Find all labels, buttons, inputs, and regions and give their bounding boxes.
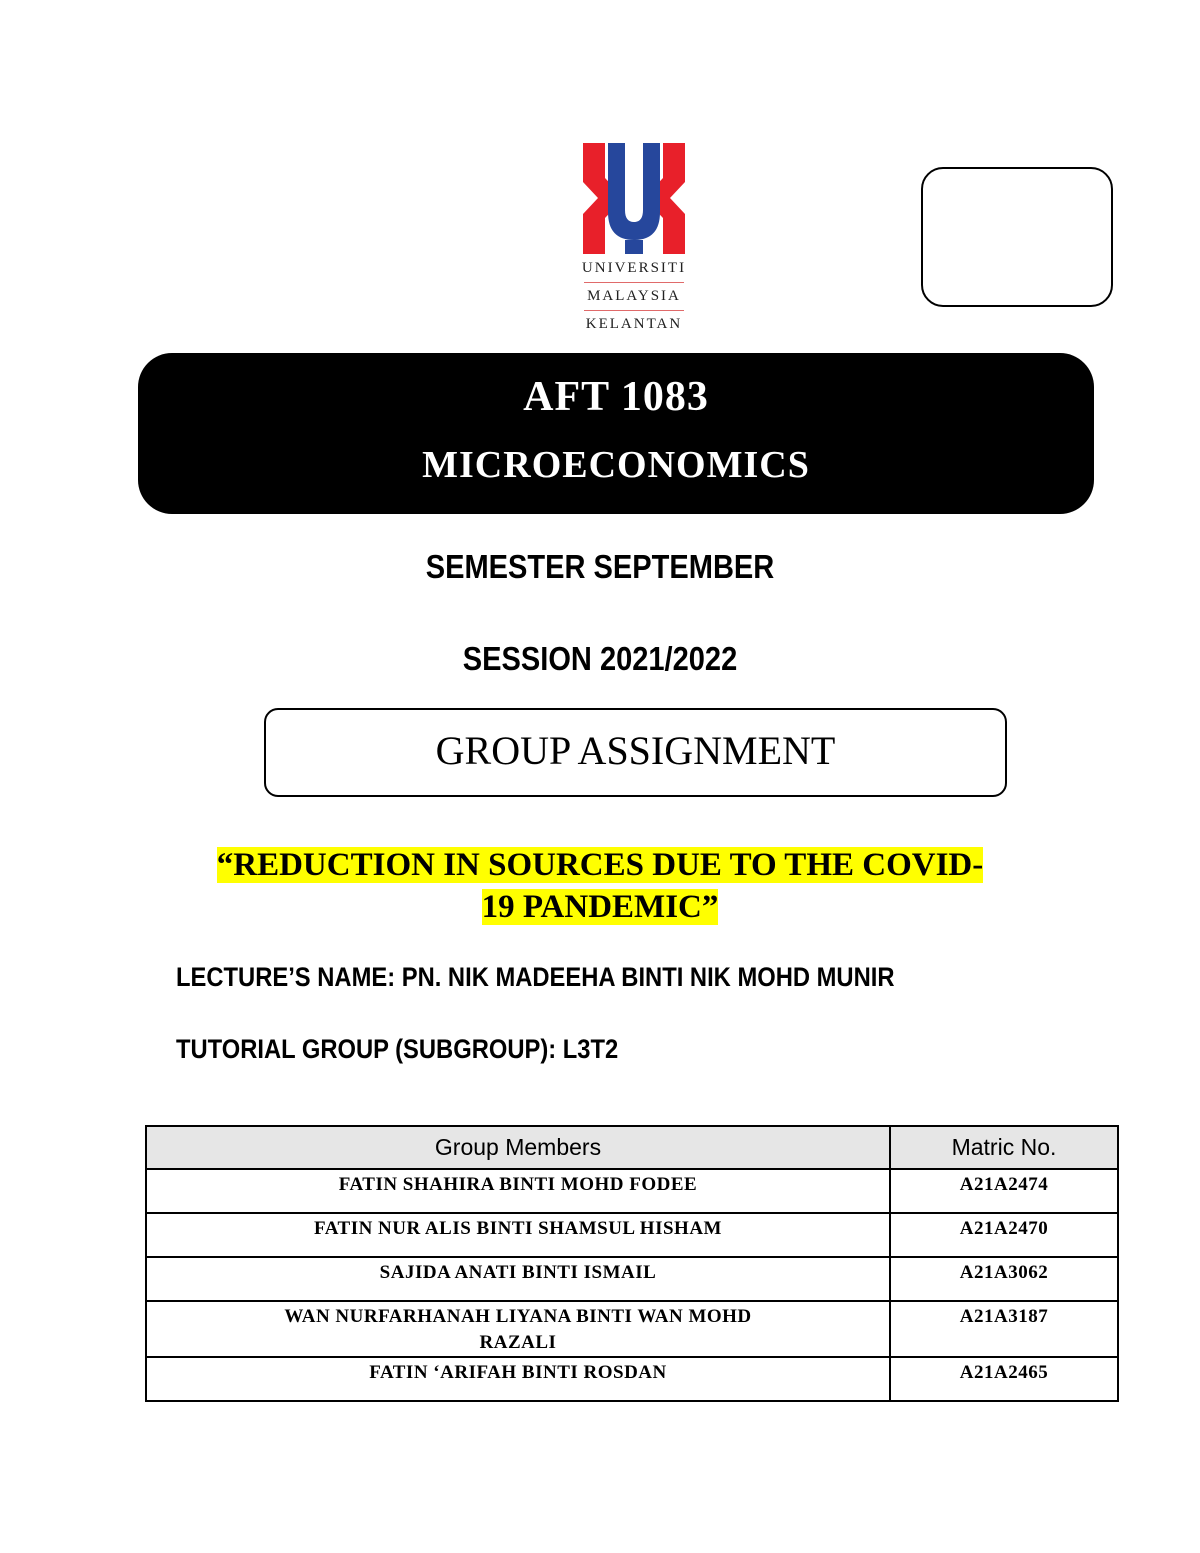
member-name: FATIN NUR ALIS BINTI SHAMSUL HISHAM [146,1213,890,1257]
member-matric: A21A3062 [890,1257,1118,1301]
assignment-topic [150,844,1050,928]
universiti-malaysia-kelantan-logo-icon [578,140,690,258]
university-logo [578,140,690,335]
semester-label: SEMESTER SEPTEMBER [425,548,775,585]
member-matric: A21A3187 [890,1301,1118,1357]
member-name: SAJIDA ANATI BINTI ISMAIL [146,1257,890,1301]
logo-divider [584,282,684,283]
member-name: FATIN ‘ARIFAH BINTI ROSDAN [146,1357,890,1401]
member-name: FATIN SHAHIRA BINTI MOHD FODEE [146,1169,890,1213]
member-matric: A21A2465 [890,1357,1118,1401]
assignment-type-box: GROUP ASSIGNMENT [264,708,1007,797]
table-row [146,1169,1118,1213]
topic-line-2: 19 PANDEMIC” [481,889,719,925]
member-matric: A21A2474 [890,1169,1118,1213]
tutorial-group: TUTORIAL GROUP (SUBGROUP): L3T2 [176,1034,619,1064]
logo-text-malaysia: MALAYSIA [587,288,681,304]
table-row [146,1301,1118,1357]
header-group-members: Group Members [146,1126,890,1169]
table-row [146,1357,1118,1401]
logo-text-universiti: UNIVERSITI [581,260,687,276]
header-matric-no: Matric No. [890,1126,1118,1169]
table-row [146,1213,1118,1257]
table-row [146,1257,1118,1301]
course-code: AFT 1083 [523,374,709,420]
table-header-row [146,1126,1118,1169]
course-name: MICROECONOMICS [422,444,810,486]
blank-corner-box [921,167,1113,307]
member-matric: A21A2470 [890,1213,1118,1257]
logo-divider [584,310,684,311]
session-label: SESSION 2021/2022 [462,640,738,677]
group-members-table [145,1125,1119,1402]
course-title-banner [138,353,1094,514]
member-name: WAN NURFARHANAH LIYANA BINTI WAN MOHD RAZALI [146,1301,890,1357]
lecturer-name: LECTURE’S NAME: PN. NIK MADEEHA BINTI NIK MOHD MUNIR [176,962,895,992]
logo-text-kelantan: KELANTAN [585,316,683,332]
topic-line-1: “REDUCTION IN SOURCES DUE TO THE COVID- [216,847,984,883]
